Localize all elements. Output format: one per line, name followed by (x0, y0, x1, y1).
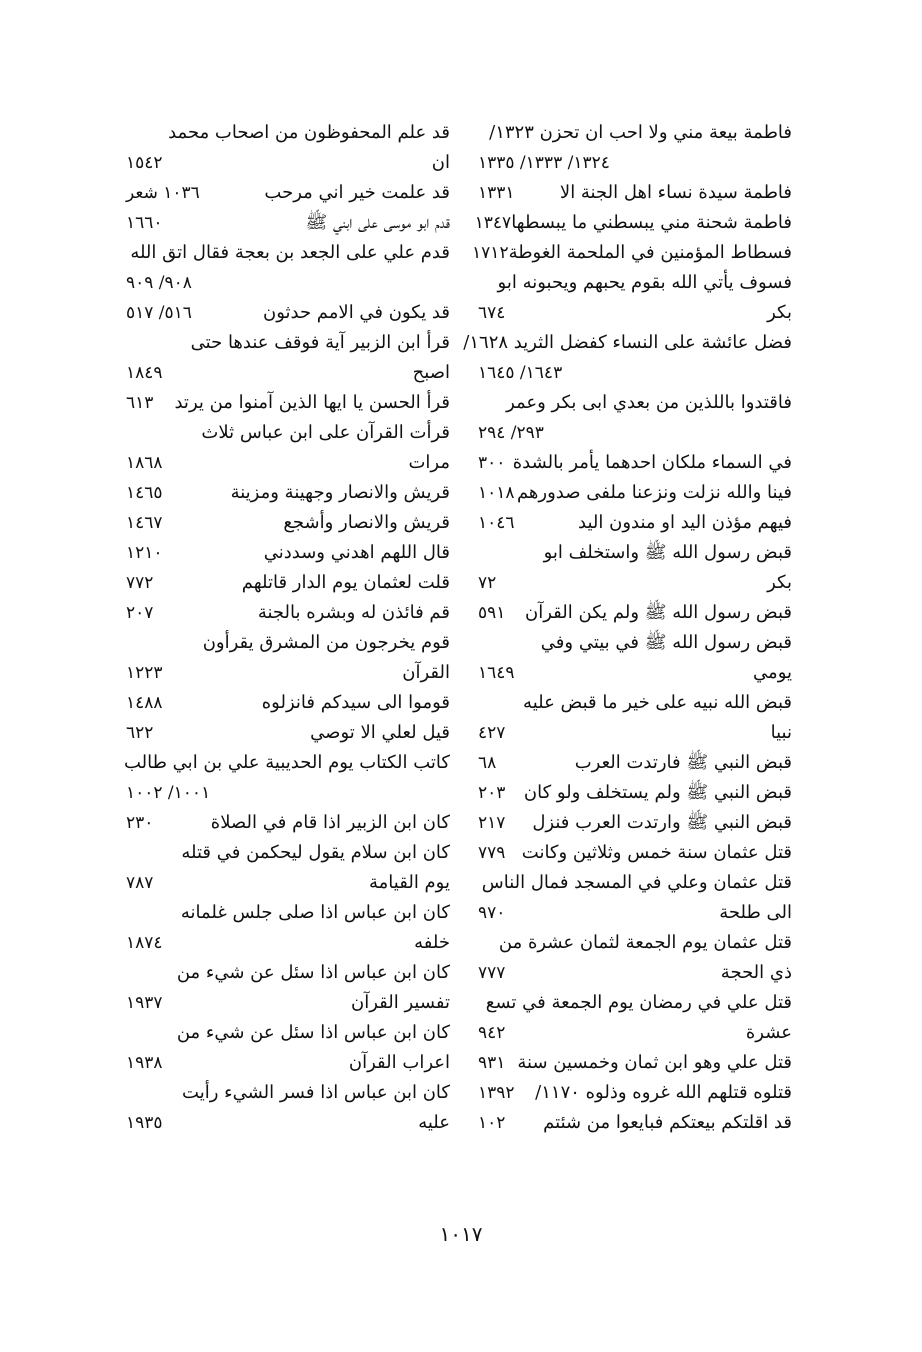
index-entry (472, 778, 792, 808)
entry-number: ٩٧٠ (478, 903, 506, 923)
entry-number: ١٦٤٣/ ١٦٤٥ (478, 363, 563, 383)
index-entry (472, 508, 792, 538)
index-entry (120, 388, 450, 418)
index-entry (120, 148, 450, 178)
entry-text: قدم علي على الجعد بن بعجة فقال اتق الله (130, 242, 450, 263)
index-entry (472, 628, 792, 658)
index-entry (472, 448, 792, 478)
index-entry (472, 988, 792, 1018)
entry-text: قيل لعلي الا توصي (310, 722, 450, 743)
entry-number: ١٢١٠ (126, 543, 163, 563)
index-entry (120, 268, 450, 298)
index-entry (120, 868, 450, 898)
entry-number: ٤٢٧ (478, 723, 506, 743)
index-entry (120, 118, 450, 148)
entry-text: القرآن (402, 662, 450, 683)
entry-text: فضل عائشة على النساء كفضل الثريد ١٦٢٨/ (463, 332, 792, 353)
index-entry (120, 598, 450, 628)
entry-text: ان (431, 152, 450, 173)
entry-text: بكر (767, 302, 792, 323)
index-entry (120, 628, 450, 658)
entry-text: قبض النبي ﷺ فارتدت العرب (574, 752, 792, 773)
entry-text: ذي الحجة (720, 962, 792, 983)
entry-number: ٢٠٧ (126, 603, 154, 623)
entry-text: قدم ابو موسى على ابني ﷺ (305, 212, 450, 233)
index-entry (120, 1108, 450, 1138)
entry-text: فسطاط المؤمنين في الملحمة الغوطة (508, 242, 792, 263)
entry-text: قتل عثمان سنة خمس وثلاثين وكانت (521, 842, 792, 863)
index-entry (120, 838, 450, 868)
index-entry (472, 1048, 792, 1078)
entry-text: بكر (767, 572, 792, 593)
index-entry (472, 598, 792, 628)
entry-text: قرأ ابن الزبير آية فوقف عندها حتى (190, 332, 450, 353)
entry-text: فينا والله نزلت ونزعنا ملفى صدورهم (516, 482, 792, 503)
index-entry (120, 478, 450, 508)
entry-number: ١٣٣١ (478, 183, 515, 203)
index-entry (120, 238, 450, 268)
entry-number: ٢٩٣/ ٢٩٤ (478, 423, 544, 443)
entry-number: ١٠٤٦ (478, 513, 515, 533)
entry-number: ٦٨ (478, 753, 497, 773)
index-entry (120, 1048, 450, 1078)
entry-text: كاتب الكتاب يوم الحديبية علي بن ابي طالب (123, 752, 450, 773)
entry-text: يومي (753, 662, 792, 683)
entry-number: ١٠١٨ (478, 483, 515, 503)
index-entry (472, 418, 792, 448)
entry-text: قبض رسول الله ﷺ ولم يكن القرآن (525, 602, 792, 623)
index-entry (120, 928, 450, 958)
index-entry (472, 208, 792, 238)
entry-number: ١٩٣٥ (126, 1113, 163, 1133)
entry-text: كان ابن عباس اذا فسر الشيء رأيت (182, 1082, 450, 1103)
index-entry (472, 478, 792, 508)
entry-number: ٥١٦/ ٥١٧ (126, 303, 192, 323)
index-entry (120, 718, 450, 748)
entry-text: قوم يخرجون من المشرق يقرأون (202, 632, 450, 653)
index-entry (472, 1078, 792, 1108)
entry-text: قبض رسول الله ﷺ واستخلف ابو (543, 542, 792, 563)
index-entry (120, 178, 450, 208)
entry-text: فسوف يأتي الله بقوم يحبهم ويحبونه ابو (497, 272, 792, 293)
entry-text: اصبح (412, 362, 450, 383)
entry-text: فاطمة شحنة مني يبسطني ما يبسطها (511, 212, 792, 233)
entry-number: ٣٠٠ (478, 453, 506, 473)
index-entry (120, 568, 450, 598)
entry-number: ٦٢٢ (126, 723, 154, 743)
index-entry (120, 418, 450, 448)
index-entry (472, 388, 792, 418)
index-entry (472, 928, 792, 958)
entry-text: قتل علي وهو ابن ثمان وخمسين سنة (517, 1052, 792, 1073)
index-entry (472, 268, 792, 298)
entry-text: قبض النبي ﷺ وارتدت العرب فنزل (532, 812, 792, 833)
index-entry (472, 538, 792, 568)
entry-number: ٧٨٧ (126, 873, 154, 893)
index-entry (120, 688, 450, 718)
index-entry (463, 328, 792, 358)
entry-text: عشرة (745, 1022, 792, 1043)
page-number: ١٠١٧ (439, 1222, 483, 1246)
entry-number: ١٦٤٩ (478, 663, 515, 683)
entry-text: قد علمت خير اني مرحب (264, 182, 450, 203)
entry-text: قريش والانصار وجهينة ومزينة (230, 482, 450, 503)
index-entry (472, 958, 792, 988)
entry-number: ٩٠٨/ ٩٠٩ (126, 273, 192, 293)
entry-text: قرأت القرآن على ابن عباس ثلاث (201, 422, 450, 443)
entry-text: قلت لعثمان يوم الدار قاتلهم (241, 572, 450, 593)
entry-text: قد اقلتكم بيعتكم فبايعوا من شئتم (543, 1112, 792, 1133)
index-entry (120, 808, 450, 838)
entry-number: ١٥٤٢ (126, 153, 163, 173)
entry-text: في السماء ملكان احدهما يأمر بالشدة (512, 452, 792, 473)
index-entry (472, 1108, 792, 1138)
entry-text: تفسير القرآن (351, 992, 450, 1013)
index-entry (472, 148, 792, 178)
index-entry (120, 988, 450, 1018)
entry-text: قرأ الحسن يا ايها الذين آمنوا من يرتد (174, 392, 450, 413)
entry-text: كان ابن سلام يقول ليحكمن في قتله (181, 842, 450, 863)
index-entry (120, 508, 450, 538)
entry-number: ١٠٣٦ شعر (126, 183, 200, 203)
index-entry (472, 118, 792, 148)
entry-number: ١٣٩٢ (478, 1083, 515, 1103)
entry-text: قتل عثمان وعلي في المسجد فمال الناس (481, 872, 792, 893)
right-column (463, 118, 792, 1138)
entry-text: مرات (408, 452, 450, 473)
index-entry (472, 358, 792, 388)
left-column (120, 118, 450, 1138)
entry-number: ٩٣١ (478, 1053, 506, 1073)
index-entry (472, 808, 792, 838)
index-entry (120, 208, 450, 238)
index-entry (472, 568, 792, 598)
index-entry (120, 1078, 450, 1108)
entry-number: ١٩٣٨ (126, 1053, 163, 1073)
index-entry (120, 448, 450, 478)
entry-text: قد يكون في الامم حدثون (262, 302, 450, 323)
entry-text: قريش والانصار وأشجع (283, 512, 450, 533)
entry-number: ١٨٧٤ (126, 933, 163, 953)
index-entry (120, 538, 450, 568)
entry-number: ١٨٤٩ (126, 363, 163, 383)
entry-text: فاطمة بيعة مني ولا احب ان تحزن ١٣٢٣/ (489, 122, 792, 143)
entry-text: كان ابن عباس اذا سئل عن شيء من (176, 962, 450, 983)
entry-text: كان ابن الزبير اذا قام في الصلاة (210, 812, 450, 833)
entry-number: ١٠٢ (478, 1113, 506, 1133)
entry-text: فاطمة سيدة نساء اهل الجنة الا (559, 182, 792, 203)
index-entry (472, 298, 792, 328)
entry-text: خلفه (414, 932, 450, 953)
entry-number: ٦٧٤ (478, 303, 506, 323)
entry-text: قبض رسول الله ﷺ في بيتي وفي (540, 632, 792, 653)
entry-number: ٧٧٩ (478, 843, 506, 863)
index-entry (120, 778, 450, 808)
index-entry (120, 358, 450, 388)
entry-text: عليه (418, 1112, 450, 1133)
entry-text: فاقتدوا باللذين من بعدي ابى بكر وعمر (506, 392, 792, 413)
index-entry (120, 898, 450, 928)
entry-text: كان ابن عباس اذا سئل عن شيء من (176, 1022, 450, 1043)
index-entry (120, 748, 450, 778)
entry-number: ١٣٢٤/ ١٣٣٣/ ١٣٣٥ (478, 153, 610, 173)
index-entry (120, 1018, 450, 1048)
entry-number: ١٤٦٧ (126, 513, 163, 533)
entry-number: ٢٣٠ (126, 813, 154, 833)
entry-text: قتلوه قتلهم الله غروه وذلوه ١١٧٠/ (535, 1082, 792, 1103)
entry-number: ٧٢ (478, 573, 497, 593)
entry-number: ٧٧٧ (478, 963, 506, 983)
entry-text: قد علم المحفوظون من اصحاب محمد (168, 122, 450, 143)
entry-number: ١٧١٢ (472, 243, 509, 263)
index-entry (472, 898, 792, 928)
entry-text: قبض الله نبيه على خير ما قبض عليه (523, 692, 792, 713)
entry-number: ٦١٣ (126, 393, 154, 413)
entry-number: ٥٩١ (478, 603, 506, 623)
index-entry (472, 838, 792, 868)
entry-text: قم فائذن له وبشره بالجنة (257, 602, 450, 623)
entry-number: ١٩٣٧ (126, 993, 163, 1013)
entry-number: ١٠٠١/ ١٠٠٢ (126, 783, 211, 803)
entry-number: ١٨٦٨ (126, 453, 163, 473)
index-entry (120, 328, 450, 358)
entry-text: نبيا (770, 722, 792, 743)
entry-text: فيهم مؤذن اليد او مندون اليد (578, 512, 792, 533)
entry-text: قوموا الى سيدكم فانزلوه (261, 692, 450, 713)
index-entry (120, 658, 450, 688)
entry-text: كان ابن عباس اذا صلى جلس غلمانه (180, 902, 450, 923)
index-entry (472, 658, 792, 688)
index-entry (472, 238, 792, 268)
entry-text: قال اللهم اهدني وسددني (263, 542, 450, 563)
entry-number: ١٣٤٧ (474, 213, 512, 233)
index-entry (472, 1018, 792, 1048)
index-entry (472, 748, 792, 778)
entry-number: ١٦٦٠ (126, 213, 163, 233)
index-entry (472, 718, 792, 748)
entry-text: الى طلحة (719, 902, 792, 923)
index-entry (120, 958, 450, 988)
entry-text: اعراب القرآن (348, 1052, 450, 1073)
entry-number: ١٢٢٣ (126, 663, 163, 683)
entry-text: قتل عثمان يوم الجمعة لثمان عشرة من (498, 932, 792, 953)
index-entry (472, 868, 792, 898)
entry-number: ٢١٧ (478, 813, 506, 833)
index-entry (120, 298, 450, 328)
entry-text: قتل علي في رمضان يوم الجمعة في تسع (485, 992, 792, 1013)
entry-text: يوم القيامة (369, 872, 450, 893)
entry-number: ٩٤٢ (478, 1023, 506, 1043)
index-entry (472, 688, 792, 718)
index-entry (472, 178, 792, 208)
entry-number: ٧٧٢ (126, 573, 154, 593)
entry-number: ١٤٦٥ (126, 483, 163, 503)
entry-number: ٢٠٣ (478, 783, 506, 803)
entry-number: ١٤٨٨ (126, 693, 163, 713)
entry-text: قبض النبي ﷺ ولم يستخلف ولو كان (523, 782, 792, 803)
